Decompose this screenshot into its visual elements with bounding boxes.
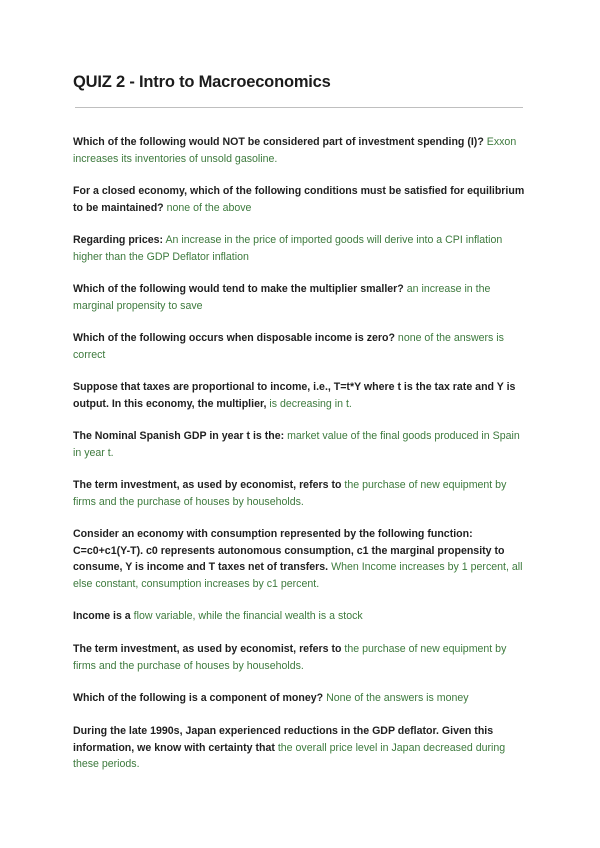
answer-text: When Income increases by 1 percent, all else constant, consumption increases by c1 percent. xyxy=(73,561,523,590)
question-item xyxy=(73,477,528,510)
question-text: The term investment, as used by economist, refers to xyxy=(73,479,342,491)
document-title: QUIZ 2 - Intro to Macroeconomics xyxy=(73,73,331,91)
question-text: Which of the following is a component of money? xyxy=(73,692,324,704)
question-text: For a closed economy, which of the following conditions must be satisfied for equilibrium to be maintained? xyxy=(73,185,525,214)
question-item xyxy=(73,526,528,592)
question-item xyxy=(73,330,528,363)
question-item xyxy=(73,641,528,674)
answer-text: Exxon increases its inventories of unsold gasoline. xyxy=(73,136,517,165)
question-text: During the late 1990s, Japan experienced reductions in the GDP deflator. Given this information, we know with certainty that xyxy=(73,725,494,754)
answer-text: None of the answers is money xyxy=(326,692,469,704)
question-text: The Nominal Spanish GDP in year t is the: xyxy=(73,430,285,442)
question-text: Which of the following occurs when disposable income is zero? xyxy=(73,332,395,344)
question-item xyxy=(73,690,469,707)
question-text: Which of the following would NOT be considered part of investment spending (I)? xyxy=(73,136,484,148)
answer-text: is decreasing in t. xyxy=(269,397,352,410)
question-text: Income is a xyxy=(73,610,131,622)
question-item xyxy=(73,134,528,167)
question-item xyxy=(73,232,528,265)
question-item xyxy=(73,183,528,216)
answer-text: flow variable, while the financial wealth is a stock xyxy=(133,610,363,622)
answer-text: none of the above xyxy=(166,201,252,214)
question-item xyxy=(73,379,528,412)
question-text: The term investment, as used by economist, refers to xyxy=(73,643,342,655)
answer-text: the purchase of new equipment by firms and the purchase of houses by households. xyxy=(73,479,507,508)
answer-text: none of the answers is correct xyxy=(73,332,504,361)
title-divider xyxy=(75,107,523,108)
question-text: Consider an economy with consumption represented by the following function: C=c0+c1(Y-T). c0 represents autonomous consumption, c1 the marginal propensity to consume, Y is income and T taxes net of transfers. xyxy=(73,528,505,573)
question-text: Which of the following would tend to make the multiplier smaller? xyxy=(73,283,404,295)
question-item xyxy=(73,723,528,773)
answer-text: an increase in the marginal propensity to save xyxy=(73,283,491,312)
question-text: Regarding prices: xyxy=(73,234,164,246)
answer-text: the purchase of new equipment by firms and the purchase of houses by households. xyxy=(73,643,507,672)
question-item xyxy=(73,281,528,314)
question-text: Suppose that taxes are proportional to income, i.e., T=t*Y where t is the tax rate and Y is output. In this economy, the multiplier, xyxy=(73,381,516,410)
question-item xyxy=(73,428,528,461)
answer-text: market value of the final goods produced in Spain in year t. xyxy=(73,430,520,459)
question-item xyxy=(73,608,363,625)
answer-text: the overall price level in Japan decreased during these periods. xyxy=(73,741,506,770)
answer-text: An increase in the price of imported goods will derive into a CPI inflation higher than the GDP Deflator inflation xyxy=(73,234,503,263)
